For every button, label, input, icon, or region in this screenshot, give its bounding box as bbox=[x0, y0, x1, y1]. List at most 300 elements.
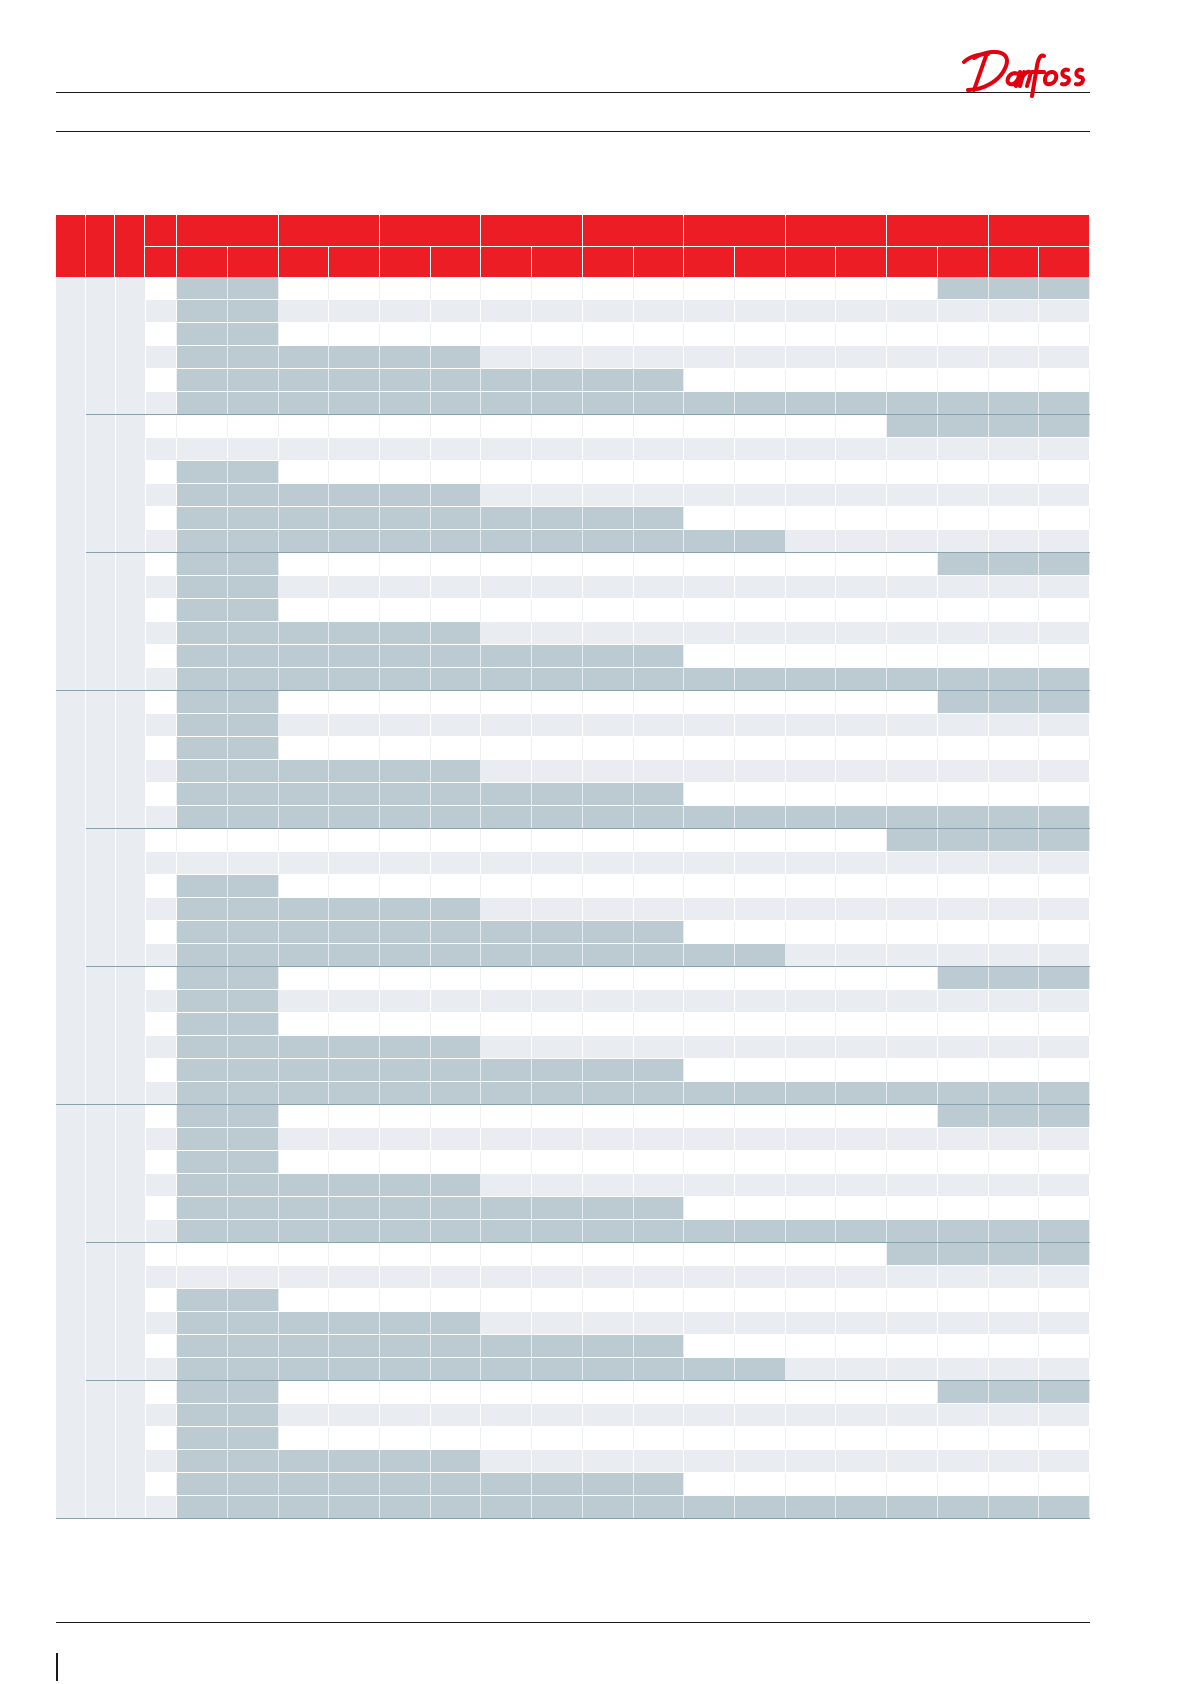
table-cell bbox=[735, 622, 786, 645]
header-sub-cell bbox=[887, 246, 938, 277]
table-cell bbox=[836, 714, 887, 737]
table-cell bbox=[380, 346, 431, 369]
table-cell bbox=[583, 599, 634, 622]
table-cell bbox=[735, 1013, 786, 1036]
table-cell bbox=[634, 645, 685, 668]
table-cell bbox=[228, 1381, 279, 1404]
table-cell bbox=[380, 1404, 431, 1427]
table-cell bbox=[532, 921, 583, 944]
spec-table bbox=[56, 215, 1090, 1519]
table-cell bbox=[887, 1174, 938, 1197]
table-row bbox=[56, 1381, 1090, 1404]
row-index-cell bbox=[145, 806, 178, 829]
table-cell bbox=[684, 944, 735, 967]
table-cell bbox=[228, 829, 279, 852]
table-cell bbox=[634, 1381, 685, 1404]
table-cell bbox=[684, 1220, 735, 1243]
table-cell bbox=[684, 484, 735, 507]
table-cell bbox=[583, 806, 634, 829]
table-cell bbox=[836, 1197, 887, 1220]
table-cell bbox=[228, 438, 279, 461]
table-cell bbox=[735, 1151, 786, 1174]
table-cell bbox=[532, 944, 583, 967]
table-cell bbox=[177, 1197, 228, 1220]
table-cell bbox=[583, 1220, 634, 1243]
table-cell bbox=[1039, 1496, 1090, 1519]
table-cell bbox=[431, 668, 482, 691]
table-cell bbox=[836, 668, 887, 691]
table-cell bbox=[279, 1174, 330, 1197]
table-cell bbox=[989, 622, 1040, 645]
table-cell bbox=[431, 1450, 482, 1473]
table-cell bbox=[684, 369, 735, 392]
table-cell bbox=[887, 737, 938, 760]
table-cell bbox=[228, 898, 279, 921]
table-cell bbox=[583, 392, 634, 415]
row-index-cell bbox=[145, 783, 178, 806]
table-cell bbox=[481, 553, 532, 576]
table-cell bbox=[583, 1128, 634, 1151]
table-cell bbox=[583, 1335, 634, 1358]
table-cell bbox=[431, 622, 482, 645]
table-cell bbox=[380, 645, 431, 668]
table-cell bbox=[786, 507, 837, 530]
table-cell bbox=[836, 599, 887, 622]
table-cell bbox=[887, 415, 938, 438]
table-cell bbox=[583, 1358, 634, 1381]
table-cell bbox=[279, 415, 330, 438]
table-cell bbox=[836, 1358, 887, 1381]
table-cell bbox=[431, 737, 482, 760]
table-row bbox=[56, 1289, 1090, 1312]
table-cell bbox=[177, 300, 228, 323]
table-cell bbox=[532, 875, 583, 898]
table-cell bbox=[684, 1243, 735, 1266]
table-cell bbox=[329, 967, 380, 990]
table-cell bbox=[532, 1105, 583, 1128]
table-cell bbox=[634, 990, 685, 1013]
table-cell bbox=[989, 875, 1040, 898]
table-cell bbox=[887, 806, 938, 829]
group-separator bbox=[56, 690, 1090, 691]
table-cell bbox=[481, 300, 532, 323]
table-cell bbox=[735, 990, 786, 1013]
table-cell bbox=[989, 990, 1040, 1013]
table-cell bbox=[177, 645, 228, 668]
group-col-1 bbox=[56, 277, 86, 1519]
table-cell bbox=[583, 1197, 634, 1220]
table-cell bbox=[431, 484, 482, 507]
table-cell bbox=[279, 875, 330, 898]
table-cell bbox=[634, 1266, 685, 1289]
table-cell bbox=[380, 1013, 431, 1036]
table-cell bbox=[279, 1243, 330, 1266]
table-cell bbox=[583, 1105, 634, 1128]
table-cell bbox=[1039, 990, 1090, 1013]
table-cell bbox=[431, 415, 482, 438]
table-cell bbox=[1039, 1266, 1090, 1289]
table-cell bbox=[989, 898, 1040, 921]
table-cell bbox=[1039, 1243, 1090, 1266]
table-cell bbox=[481, 346, 532, 369]
table-cell bbox=[532, 323, 583, 346]
table-cell bbox=[380, 1105, 431, 1128]
table-cell bbox=[735, 1059, 786, 1082]
table-cell bbox=[431, 714, 482, 737]
table-cell bbox=[329, 1381, 380, 1404]
table-cell bbox=[583, 553, 634, 576]
table-cell bbox=[583, 300, 634, 323]
table-cell bbox=[1039, 461, 1090, 484]
table-cell bbox=[380, 1450, 431, 1473]
table-cell bbox=[177, 1381, 228, 1404]
table-cell bbox=[380, 1266, 431, 1289]
table-cell bbox=[532, 783, 583, 806]
table-cell bbox=[989, 668, 1040, 691]
table-cell bbox=[380, 461, 431, 484]
table-cell bbox=[634, 714, 685, 737]
table-cell bbox=[1039, 806, 1090, 829]
table-cell bbox=[684, 1128, 735, 1151]
table-cell bbox=[431, 599, 482, 622]
table-cell bbox=[380, 760, 431, 783]
subgroup-separator bbox=[86, 552, 1090, 553]
table-cell bbox=[887, 668, 938, 691]
table-cell bbox=[634, 691, 685, 714]
table-cell bbox=[532, 898, 583, 921]
header-sub-cell bbox=[989, 246, 1040, 277]
table-cell bbox=[431, 1174, 482, 1197]
table-cell bbox=[228, 1082, 279, 1105]
table-cell bbox=[228, 277, 279, 300]
table-cell bbox=[177, 1289, 228, 1312]
table-cell bbox=[583, 1473, 634, 1496]
table-row bbox=[56, 783, 1090, 806]
table-cell bbox=[481, 875, 532, 898]
table-cell bbox=[634, 1151, 685, 1174]
table-cell bbox=[532, 553, 583, 576]
table-cell bbox=[786, 829, 837, 852]
table-cell bbox=[228, 1059, 279, 1082]
table-cell bbox=[684, 668, 735, 691]
table-cell bbox=[431, 1312, 482, 1335]
table-cell bbox=[380, 1197, 431, 1220]
row-index-cell bbox=[145, 484, 178, 507]
table-cell bbox=[228, 415, 279, 438]
table-cell bbox=[380, 576, 431, 599]
table-cell bbox=[684, 323, 735, 346]
table-cell bbox=[989, 1450, 1040, 1473]
table-cell bbox=[380, 875, 431, 898]
table-cell bbox=[684, 1427, 735, 1450]
table-cell bbox=[380, 990, 431, 1013]
table-cell bbox=[329, 875, 380, 898]
table-cell bbox=[938, 461, 989, 484]
table-cell bbox=[634, 1128, 685, 1151]
row-index-cell bbox=[145, 553, 178, 576]
row-index-cell bbox=[145, 852, 178, 875]
table-cell bbox=[329, 990, 380, 1013]
table-cell bbox=[634, 668, 685, 691]
table-cell bbox=[329, 714, 380, 737]
table-cell bbox=[634, 392, 685, 415]
table-cell bbox=[177, 1358, 228, 1381]
table-cell bbox=[481, 1427, 532, 1450]
table-cell bbox=[938, 990, 989, 1013]
table-row bbox=[56, 553, 1090, 576]
table-cell bbox=[887, 760, 938, 783]
header-sub-cell bbox=[177, 246, 228, 277]
table-cell bbox=[938, 1128, 989, 1151]
table-cell bbox=[481, 1312, 532, 1335]
table-cell bbox=[786, 484, 837, 507]
table-cell bbox=[1039, 875, 1090, 898]
table-cell bbox=[836, 507, 887, 530]
table-cell bbox=[481, 852, 532, 875]
header-group-cell bbox=[887, 215, 988, 246]
table-cell bbox=[1039, 852, 1090, 875]
table-cell bbox=[228, 346, 279, 369]
table-cell bbox=[380, 622, 431, 645]
table-cell bbox=[786, 1358, 837, 1381]
table-cell bbox=[380, 1243, 431, 1266]
table-cell bbox=[1039, 1013, 1090, 1036]
table-cell bbox=[1039, 921, 1090, 944]
table-cell bbox=[279, 1013, 330, 1036]
table-cell bbox=[938, 668, 989, 691]
row-index-cell bbox=[145, 1266, 178, 1289]
table-cell bbox=[329, 300, 380, 323]
table-cell bbox=[786, 1312, 837, 1335]
table-cell bbox=[431, 967, 482, 990]
table-cell bbox=[228, 645, 279, 668]
table-cell bbox=[228, 852, 279, 875]
table-cell bbox=[583, 714, 634, 737]
table-cell bbox=[380, 1082, 431, 1105]
table-cell bbox=[735, 1243, 786, 1266]
table-cell bbox=[329, 1197, 380, 1220]
table-cell bbox=[887, 576, 938, 599]
table-cell bbox=[887, 1082, 938, 1105]
table-cell bbox=[989, 392, 1040, 415]
table-cell bbox=[836, 829, 887, 852]
table-cell bbox=[380, 898, 431, 921]
table-cell bbox=[938, 553, 989, 576]
row-index-cell bbox=[145, 507, 178, 530]
header-group-cell bbox=[786, 215, 887, 246]
table-cell bbox=[938, 1059, 989, 1082]
table-cell bbox=[177, 806, 228, 829]
table-cell bbox=[735, 852, 786, 875]
table-cell bbox=[177, 1335, 228, 1358]
table-cell bbox=[279, 1059, 330, 1082]
table-cell bbox=[380, 1174, 431, 1197]
table-cell bbox=[735, 691, 786, 714]
header-cell bbox=[86, 215, 116, 277]
table-cell bbox=[431, 1496, 482, 1519]
header-group-cell bbox=[279, 215, 380, 246]
table-cell bbox=[836, 1174, 887, 1197]
table-cell bbox=[431, 1381, 482, 1404]
table-cell bbox=[634, 1013, 685, 1036]
table-cell bbox=[887, 1266, 938, 1289]
table-cell bbox=[532, 737, 583, 760]
table-cell bbox=[228, 1220, 279, 1243]
table-cell bbox=[177, 1266, 228, 1289]
table-cell bbox=[228, 1266, 279, 1289]
table-cell bbox=[634, 346, 685, 369]
table-cell bbox=[989, 300, 1040, 323]
table-cell bbox=[989, 438, 1040, 461]
table-cell bbox=[177, 1082, 228, 1105]
table-cell bbox=[532, 438, 583, 461]
table-cell bbox=[938, 967, 989, 990]
table-cell bbox=[177, 875, 228, 898]
table-cell bbox=[228, 714, 279, 737]
table-cell bbox=[177, 1450, 228, 1473]
table-cell bbox=[583, 1266, 634, 1289]
table-cell bbox=[634, 1197, 685, 1220]
table-cell bbox=[634, 852, 685, 875]
table-cell bbox=[836, 1496, 887, 1519]
table-cell bbox=[279, 277, 330, 300]
table-row bbox=[56, 737, 1090, 760]
table-cell bbox=[836, 990, 887, 1013]
table-cell bbox=[279, 1496, 330, 1519]
table-cell bbox=[989, 1381, 1040, 1404]
table-cell bbox=[481, 1220, 532, 1243]
table-cell bbox=[380, 392, 431, 415]
table-cell bbox=[481, 921, 532, 944]
table-cell bbox=[1039, 1128, 1090, 1151]
table-cell bbox=[329, 1266, 380, 1289]
table-cell bbox=[431, 1082, 482, 1105]
table-cell bbox=[634, 1312, 685, 1335]
table-cell bbox=[887, 1381, 938, 1404]
table-cell bbox=[836, 1243, 887, 1266]
table-cell bbox=[1039, 1473, 1090, 1496]
row-index-cell bbox=[145, 1427, 178, 1450]
row-index-cell bbox=[145, 1450, 178, 1473]
table-cell bbox=[532, 1151, 583, 1174]
table-cell bbox=[989, 530, 1040, 553]
table-cell bbox=[228, 1404, 279, 1427]
table-cell bbox=[481, 1174, 532, 1197]
table-cell bbox=[938, 1105, 989, 1128]
table-cell bbox=[481, 806, 532, 829]
table-cell bbox=[380, 1427, 431, 1450]
table-cell bbox=[938, 1404, 989, 1427]
table-cell bbox=[380, 668, 431, 691]
table-row bbox=[56, 645, 1090, 668]
table-cell bbox=[431, 1105, 482, 1128]
table-cell bbox=[887, 1128, 938, 1151]
table-cell bbox=[989, 1013, 1040, 1036]
table-cell bbox=[481, 1381, 532, 1404]
header-sub-cell bbox=[938, 246, 989, 277]
row-index-cell bbox=[145, 1128, 178, 1151]
table-cell bbox=[786, 1151, 837, 1174]
table-cell bbox=[228, 484, 279, 507]
row-index-cell bbox=[145, 622, 178, 645]
group-col-3 bbox=[116, 277, 146, 1519]
table-cell bbox=[735, 875, 786, 898]
table-cell bbox=[735, 668, 786, 691]
table-cell bbox=[583, 967, 634, 990]
header-sub-cell bbox=[431, 246, 482, 277]
table-cell bbox=[532, 691, 583, 714]
table-cell bbox=[989, 277, 1040, 300]
table-row bbox=[56, 1082, 1090, 1105]
table-cell bbox=[735, 645, 786, 668]
table-cell bbox=[989, 691, 1040, 714]
table-cell bbox=[786, 277, 837, 300]
table-cell bbox=[938, 507, 989, 530]
table-cell bbox=[989, 599, 1040, 622]
table-cell bbox=[836, 1059, 887, 1082]
table-cell bbox=[938, 346, 989, 369]
table-cell bbox=[786, 1197, 837, 1220]
table-cell bbox=[989, 852, 1040, 875]
table-cell bbox=[380, 507, 431, 530]
table-cell bbox=[228, 1496, 279, 1519]
table-cell bbox=[380, 300, 431, 323]
table-cell bbox=[684, 967, 735, 990]
table-cell bbox=[583, 875, 634, 898]
table-cell bbox=[989, 576, 1040, 599]
page-edge-mark bbox=[56, 1653, 58, 1681]
table-cell bbox=[887, 1404, 938, 1427]
table-cell bbox=[684, 1496, 735, 1519]
table-row bbox=[56, 1450, 1090, 1473]
table-cell bbox=[684, 576, 735, 599]
table-cell bbox=[634, 1059, 685, 1082]
table-cell bbox=[786, 530, 837, 553]
table-cell bbox=[684, 415, 735, 438]
table-cell bbox=[431, 438, 482, 461]
table-cell bbox=[938, 1266, 989, 1289]
table-cell bbox=[938, 783, 989, 806]
table-cell bbox=[177, 852, 228, 875]
table-cell bbox=[177, 944, 228, 967]
table-cell bbox=[329, 369, 380, 392]
table-cell bbox=[735, 921, 786, 944]
table-row bbox=[56, 898, 1090, 921]
table-cell bbox=[380, 484, 431, 507]
table-cell bbox=[279, 760, 330, 783]
table-cell bbox=[431, 1243, 482, 1266]
table-row bbox=[56, 1105, 1090, 1128]
table-cell bbox=[989, 1427, 1040, 1450]
subgroup-separator bbox=[86, 414, 1090, 415]
table-cell bbox=[228, 323, 279, 346]
table-cell bbox=[634, 1450, 685, 1473]
table-cell bbox=[836, 783, 887, 806]
table-cell bbox=[887, 392, 938, 415]
header-sub-cell bbox=[228, 246, 279, 277]
table-cell bbox=[329, 530, 380, 553]
table-row bbox=[56, 806, 1090, 829]
table-cell bbox=[684, 530, 735, 553]
table-cell bbox=[989, 415, 1040, 438]
table-cell bbox=[836, 1036, 887, 1059]
table-cell bbox=[735, 1427, 786, 1450]
table-cell bbox=[786, 1381, 837, 1404]
table-cell bbox=[228, 1243, 279, 1266]
table-cell bbox=[532, 1082, 583, 1105]
table-cell bbox=[634, 1358, 685, 1381]
row-index-cell bbox=[145, 1082, 178, 1105]
